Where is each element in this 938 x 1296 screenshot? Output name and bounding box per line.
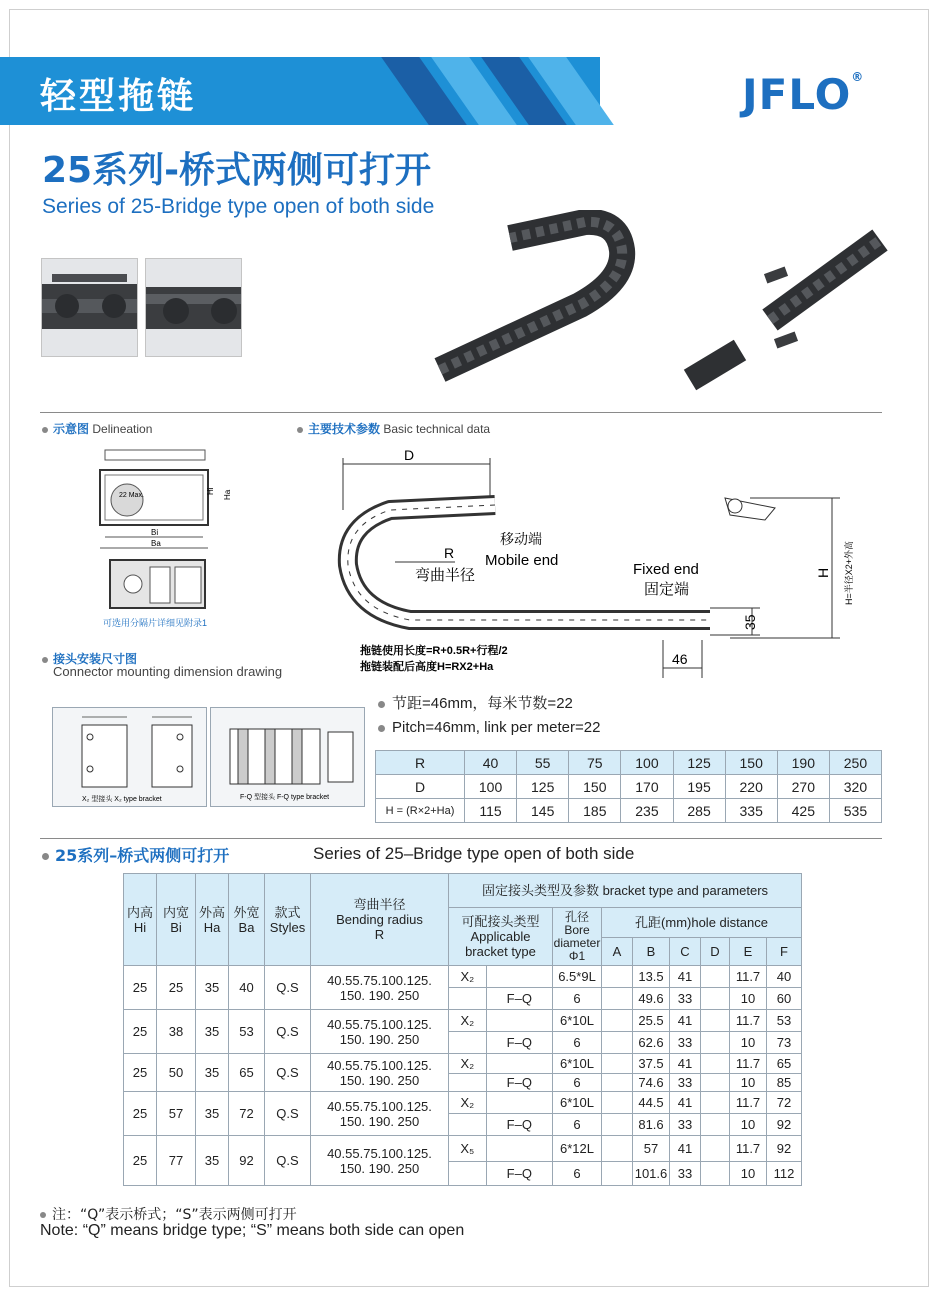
cell-a [602,1032,633,1054]
radius-table-label: D [376,775,465,799]
dim-r: R [444,545,455,561]
cell-bracket-type [486,966,552,988]
cell-c: 33 [670,988,701,1010]
cell-b: 25.5 [633,1010,670,1032]
note-en: Note: “Q” means bridge type; “S” means both side can open [40,1222,465,1239]
cell-d [701,988,730,1010]
cell-f: 53 [767,1010,802,1032]
spec-table [123,873,802,1186]
cell-bore: 6 [553,1074,602,1092]
cell-d [701,1074,730,1092]
cell-c: 41 [670,1010,701,1032]
header-d: D [701,938,730,966]
cell-a [602,1054,633,1074]
cell-bracket-type: X₂ [449,1092,487,1114]
cell-f: 72 [767,1092,802,1114]
cell-ha: 35 [196,1054,229,1092]
cell-bi: 57 [157,1092,196,1136]
cell-b: 13.5 [633,966,670,988]
radius-table-cell: 145 [517,799,569,823]
header-hole-distance: 孔距(mm)hole distance [602,908,802,938]
cell-f: 73 [767,1032,802,1054]
cell-a [602,1114,633,1136]
hi-label: Hi [206,487,215,495]
header-ba: 外宽 Ba [229,874,265,966]
radius-table-cell: 270 [777,775,829,799]
cell-bracket-type [449,1032,487,1054]
cell-style: Q.S [265,1054,311,1092]
cell-hi: 25 [124,1054,157,1092]
radius-line-1: 40.55.75.100.125. [327,1098,432,1114]
header-b: B [633,938,670,966]
x2-bracket-drawing [52,707,207,807]
cell-bi: 77 [157,1136,196,1186]
cell-ha: 35 [196,1010,229,1054]
length-formula: 拖链使用长度=R+0.5R+行程/2 [360,645,508,657]
mobile-end-cn: 移动端 [500,531,542,547]
cell-bracket-type: F–Q [486,1114,552,1136]
radius-table-row [376,775,882,799]
cell-e: 11.7 [730,1054,767,1074]
header-bracket-group: 固定接头类型及参数 bracket type and parameters [449,874,802,908]
radius-table-cell: 125 [517,775,569,799]
radius-table-cell: 235 [621,799,673,823]
cell-b: 37.5 [633,1054,670,1074]
cell-bore: 6 [553,1032,602,1054]
dim-d: D [404,447,415,463]
cell-bracket-type: X₂ [449,966,487,988]
spec-table-row [124,966,802,988]
fixed-end-en: Fixed end [633,561,699,578]
cell-b: 62.6 [633,1032,670,1054]
radius-line-2: 150. 190. 250 [339,1160,420,1176]
radius-table-cell: 195 [673,775,725,799]
radius-table-cell: 170 [621,775,673,799]
radius-table-row [376,751,882,775]
cell-e: 10 [730,1074,767,1092]
cell-b: 101.6 [633,1162,670,1186]
cell-hi: 25 [124,1092,157,1136]
radius-table-label: H = (R×2+Ha) [376,799,465,823]
radius-line-1: 40.55.75.100.125. [327,1145,432,1161]
cell-bracket-type: F–Q [486,1074,552,1092]
cell-f: 60 [767,988,802,1010]
bending-radius-cn: 弯曲半径 [415,567,476,584]
fq-bracket-drawing [210,707,365,807]
cell-radius [311,1092,449,1136]
cell-style: Q.S [265,1136,311,1186]
cell-style: Q.S [265,1010,311,1054]
cell-ba: 65 [229,1054,265,1092]
max-label: 22 Max. [119,492,144,499]
ha-label: Ha [223,489,232,500]
cell-bracket-type [486,1054,552,1074]
cell-d [701,966,730,988]
radius-line-2: 150. 190. 250 [339,1113,420,1129]
cell-bi: 50 [157,1054,196,1092]
cell-e: 10 [730,1114,767,1136]
radius-table-cell: 100 [465,775,517,799]
radius-table-cell: 425 [777,799,829,823]
fq-caption: F-Q 型接头 F-Q type bracket [240,794,330,801]
cell-bracket-type: X₂ [449,1054,487,1074]
cell-d [701,1010,730,1032]
cell-e: 11.7 [730,1136,767,1162]
radius-table-cell: 220 [725,775,777,799]
cell-a [602,1162,633,1186]
fixed-end-cn: 固定端 [644,581,690,598]
cell-c: 41 [670,1092,701,1114]
cell-bore: 6.5*9L [553,966,602,988]
header-f: F [767,938,802,966]
note-cn: 注：“Q”表示桥式；“S”表示两侧可打开 [40,1204,297,1224]
cell-ba: 40 [229,966,265,1010]
ba-label: Ba [151,539,161,548]
radius-table-cell: 150 [569,775,621,799]
cell-bore: 6 [553,1162,602,1186]
radius-line-1: 40.55.75.100.125. [327,972,432,988]
radius-table-label: R [376,751,465,775]
radius-line-1: 40.55.75.100.125. [327,1016,432,1032]
cell-ha: 35 [196,1092,229,1136]
cell-bore: 6*12L [553,1136,602,1162]
cell-b: 49.6 [633,988,670,1010]
cell-bore: 6*10L [553,1054,602,1074]
header-a: A [602,938,633,966]
cell-bracket-type [449,1162,487,1186]
radius-line-2: 150. 190. 250 [339,987,420,1003]
spec-table-row [124,1010,802,1032]
radius-table-cell: 250 [829,751,881,775]
radius-line-2: 150. 190. 250 [339,1072,420,1088]
radius-table-cell: 100 [621,751,673,775]
header-bore: 孔径 Bore diameter Φ1 [553,908,602,966]
cell-c: 33 [670,1032,701,1054]
cell-c: 33 [670,1114,701,1136]
cell-b: 74.6 [633,1074,670,1092]
cell-ha: 35 [196,1136,229,1186]
cell-bracket-type [449,1114,487,1136]
cell-bracket-type [486,1010,552,1032]
cell-d [701,1114,730,1136]
cell-bracket-type: F–Q [486,1162,552,1186]
cell-c: 33 [670,1074,701,1092]
cell-bracket-type: F–Q [486,1032,552,1054]
cell-hi: 25 [124,966,157,1010]
cell-bi: 25 [157,966,196,1010]
banner-title: 轻型拖链 [40,76,197,117]
cell-radius [311,1010,449,1054]
basic-data-heading: 主要技术参数 Basic technical data [297,420,490,437]
delineation-drawing [95,445,245,635]
cell-a [602,1074,633,1092]
cell-e: 10 [730,988,767,1010]
h-note: H=半径X2+外高 [844,540,854,605]
cell-e: 11.7 [730,966,767,988]
cell-ha: 35 [196,966,229,1010]
cell-c: 33 [670,1162,701,1186]
brand-logo: JFLO® [742,70,865,119]
cell-a [602,1092,633,1114]
radius-table-cell: 285 [673,799,725,823]
series-title-cn: 25系列–桥式两侧可打开 [42,843,229,866]
max-size-circle [111,484,143,516]
header-bi: 内宽 Bi [157,874,196,966]
connector-heading-en: Connector mounting dimension drawing [53,664,283,679]
cell-e: 11.7 [730,1092,767,1114]
cell-bracket-type [486,1136,552,1162]
dim-46: 46 [672,651,688,667]
cell-ba: 72 [229,1092,265,1136]
cell-bi: 38 [157,1010,196,1054]
radius-line-2: 150. 190. 250 [339,1031,420,1047]
delineation-heading: 示意图 Delineation [42,420,152,437]
cell-bore: 6 [553,1114,602,1136]
header-ha: 外高 Ha [196,874,229,966]
technical-drawing [330,440,890,680]
cell-c: 41 [670,1054,701,1074]
cell-a [602,966,633,988]
cell-d [701,1032,730,1054]
cell-ba: 53 [229,1010,265,1054]
height-formula: 拖链装配后高度H=RX2+Ha [360,661,494,673]
cell-b: 57 [633,1136,670,1162]
cell-d [701,1092,730,1114]
cell-b: 44.5 [633,1092,670,1114]
cell-style: Q.S [265,1092,311,1136]
radius-table-cell: 335 [725,799,777,823]
chain-closeup-image [146,259,241,356]
cell-radius [311,1054,449,1092]
page-title: 25系列-桥式两侧可打开 [42,150,432,191]
cell-hi: 25 [124,1136,157,1186]
chain-closeup-image [42,259,137,356]
cell-radius [311,966,449,1010]
bi-label: Bi [151,528,159,537]
cell-bore: 6*10L [553,1092,602,1114]
cell-bore: 6*10L [553,1010,602,1032]
cell-bracket-type: X₅ [449,1136,487,1162]
header-bracket-type: 可配接头类型 Applicable bracket type [449,908,553,966]
x2-caption: X₂ 型接头 X₂ type bracket [82,796,162,803]
radius-table-cell: 185 [569,799,621,823]
radius-table-cell: 535 [829,799,881,823]
cell-b: 81.6 [633,1114,670,1136]
radius-table-cell: 115 [465,799,517,823]
cell-radius [311,1136,449,1186]
header-hi: 内高 Hi [124,874,157,966]
radius-table-cell: 55 [517,751,569,775]
cell-c: 41 [670,1136,701,1162]
radius-table-cell: 190 [777,751,829,775]
cell-f: 112 [767,1162,802,1186]
radius-table [375,750,882,823]
cell-f: 85 [767,1074,802,1092]
cell-e: 10 [730,1032,767,1054]
radius-table-cell: 40 [465,751,517,775]
spec-table-row [124,1092,802,1114]
cell-d [701,1136,730,1162]
pitch-en: Pitch=46mm, link per meter=22 [378,719,600,736]
radius-table-row [376,799,882,823]
cell-bore: 6 [553,988,602,1010]
header-e: E [730,938,767,966]
cell-a [602,1136,633,1162]
spec-table-row [124,1054,802,1074]
closeup-photo-1 [41,258,138,357]
cell-f: 65 [767,1054,802,1074]
cell-a [602,1010,633,1032]
separator-note: 可选用分隔片详细见附录1 [103,618,208,628]
pitch-cn: 节距=46mm，每米节数=22 [378,692,573,713]
cell-bracket-type [449,988,487,1010]
cell-a [602,988,633,1010]
dim-h: H [815,567,831,578]
cell-d [701,1162,730,1186]
cell-bracket-type: F–Q [486,988,552,1010]
cell-style: Q.S [265,966,311,1010]
cell-d [701,1054,730,1074]
cell-f: 40 [767,966,802,988]
cell-f: 92 [767,1136,802,1162]
header-radius: 弯曲半径 Bending radius R [311,874,449,966]
radius-line-1: 40.55.75.100.125. [327,1057,432,1073]
page-subtitle: Series of 25-Bridge type open of both side [42,195,435,218]
radius-table-cell: 150 [725,751,777,775]
cell-f: 92 [767,1114,802,1136]
radius-table-cell: 75 [569,751,621,775]
dim-35: 35 [742,614,758,630]
header-styles: 款式 Styles [265,874,311,966]
header-c: C [670,938,701,966]
cell-e: 11.7 [730,1010,767,1032]
closeup-photo-2 [145,258,242,357]
cell-bracket-type: X₂ [449,1010,487,1032]
spec-table-row [124,1136,802,1162]
radius-table-cell: 320 [829,775,881,799]
divider [40,412,882,413]
connector-heading: 接头安装尺寸图 [42,650,137,667]
cell-hi: 25 [124,1010,157,1054]
cell-e: 10 [730,1162,767,1186]
series-title-en: Series of 25–Bridge type open of both side [313,844,635,863]
cell-bracket-type [486,1092,552,1114]
cell-ba: 92 [229,1136,265,1186]
mobile-end-en: Mobile end [485,552,559,569]
chain-product-image [410,210,890,400]
divider [40,838,882,839]
cell-c: 41 [670,966,701,988]
cell-bracket-type [449,1074,487,1092]
radius-table-cell: 125 [673,751,725,775]
